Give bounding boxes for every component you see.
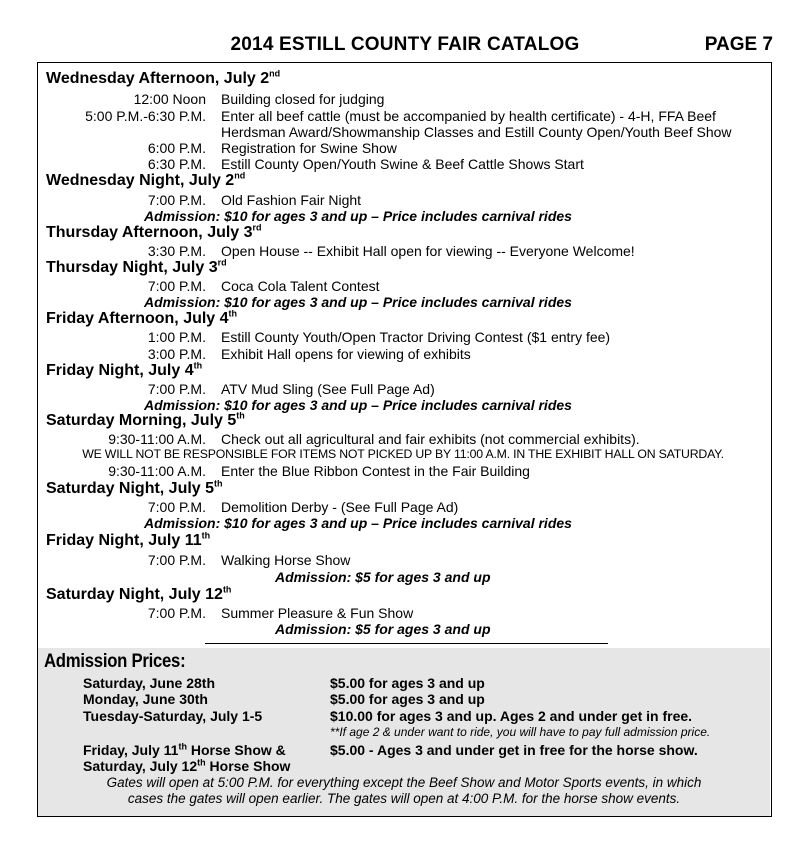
day-heading: Friday Night, July 4th <box>46 360 203 379</box>
gates-note-line-2: cases the gates will open earlier. The gates will open at 4:00 P.M. for the horse show events. <box>127 791 681 806</box>
schedule-box <box>37 62 772 817</box>
event-time: 9:30-11:00 A.M. <box>108 431 206 447</box>
event-time: 3:30 P.M. <box>147 243 206 259</box>
event-time: 7:00 P.M. <box>147 499 206 515</box>
day-heading: Saturday Night, July 5th <box>46 478 223 497</box>
event-description: Summer Pleasure & Fun Show <box>221 605 414 621</box>
event-description: Herdsman Award/Showmanship Classes and Estill County Open/Youth Beef Show <box>221 124 732 140</box>
admission-prices-panel <box>38 648 770 816</box>
event-time: 5:00 P.M.-6:30 P.M. <box>85 108 206 124</box>
event-time: 1:00 P.M. <box>147 329 206 345</box>
day-heading: Thursday Night, July 3rd <box>46 257 227 276</box>
day-heading: Wednesday Night, July 2nd <box>46 170 246 189</box>
price-label: Tuesday-Saturday, July 1-5 <box>83 708 263 724</box>
horse-show-price: $5.00 - Ages 3 and under get in free for the horse show. <box>330 742 698 758</box>
event-description: ATV Mud Sling (See Full Page Ad) <box>221 381 435 397</box>
event-time: 3:00 P.M. <box>147 346 206 362</box>
event-description: Demolition Derby - (See Full Page Ad) <box>221 499 459 515</box>
event-description: Open House -- Exhibit Hall open for viewing -- Everyone Welcome! <box>221 243 635 259</box>
event-time: 7:00 P.M. <box>147 552 206 568</box>
horse-show-label-2: Saturday, July 12th Horse Show <box>83 757 291 774</box>
price-value: $10.00 for ages 3 and up. Ages 2 and under get in free. <box>330 708 693 724</box>
admission-prices-title: Admission Prices: <box>44 651 186 672</box>
page-header <box>0 34 810 60</box>
day-heading: Thursday Afternoon, July 3rd <box>46 222 262 241</box>
price-value: $5.00 for ages 3 and up <box>330 691 485 707</box>
event-description: Building closed for judging <box>221 91 385 107</box>
day-heading: Friday Afternoon, July 4th <box>46 308 238 327</box>
event-description: Old Fashion Fair Night <box>221 192 362 208</box>
admission-note: Admission: $10 for ages 3 and up – Price includes carnival rides <box>144 515 572 531</box>
event-time: 7:00 P.M. <box>147 605 206 621</box>
catalog-title: 2014 ESTILL COUNTY FAIR CATALOG <box>230 34 580 55</box>
event-time: 7:00 P.M. <box>147 381 206 397</box>
event-time: 12:00 Noon <box>133 91 206 107</box>
event-time: 7:00 P.M. <box>147 278 206 294</box>
event-description: Coca Cola Talent Contest <box>221 278 380 294</box>
price-label: Saturday, June 28th <box>83 675 216 691</box>
event-description: Registration for Swine Show <box>221 140 397 156</box>
event-description: Check out all agricultural and fair exhibits (not commercial exhibits). <box>221 431 640 447</box>
price-label: Monday, June 30th <box>83 691 208 707</box>
responsibility-notice: WE WILL NOT BE RESPONSIBLE FOR ITEMS NOT PICKED UP BY 11:00 A.M. IN THE EXHIBIT HALL ON SATURDAY. <box>82 447 724 461</box>
horse-show-label-1: Friday, July 11th Horse Show & <box>83 741 286 758</box>
admission-note: Admission: $5 for ages 3 and up <box>275 569 491 585</box>
event-time: 6:00 P.M. <box>147 140 206 156</box>
event-time: 6:30 P.M. <box>147 156 206 172</box>
page-number: PAGE 7 <box>704 34 773 55</box>
event-description: Walking Horse Show <box>221 552 351 568</box>
day-heading: Saturday Morning, July 5th <box>46 410 245 429</box>
day-heading: Saturday Night, July 12th <box>46 584 232 603</box>
gates-note-line-1: Gates will open at 5:00 P.M. for everything except the Beef Show and Motor Sports events, in which <box>106 775 702 790</box>
event-description: Exhibit Hall opens for viewing of exhibits <box>221 346 471 362</box>
price-note: **If age 2 & under want to ride, you will have to pay full admission price. <box>330 725 711 739</box>
event-time: 9:30-11:00 A.M. <box>108 463 206 479</box>
event-time: 7:00 P.M. <box>147 192 206 208</box>
event-description: Estill County Open/Youth Swine & Beef Cattle Shows Start <box>221 156 584 172</box>
admission-note: Admission: $10 for ages 3 and up – Price includes carnival rides <box>144 397 572 413</box>
event-description: Estill County Youth/Open Tractor Driving Contest ($1 entry fee) <box>221 329 611 345</box>
event-description: Enter the Blue Ribbon Contest in the Fair Building <box>221 463 530 479</box>
price-value: $5.00 for ages 3 and up <box>330 675 485 691</box>
day-heading: Friday Night, July 11th <box>46 530 211 549</box>
event-description: Enter all beef cattle (must be accompanied by health certificate) - 4-H, FFA Beef <box>221 108 716 124</box>
divider-line <box>205 643 608 644</box>
admission-note: Admission: $5 for ages 3 and up <box>275 621 491 637</box>
admission-note: Admission: $10 for ages 3 and up – Price includes carnival rides <box>144 208 572 224</box>
admission-note: Admission: $10 for ages 3 and up – Price includes carnival rides <box>144 294 572 310</box>
day-heading: Wednesday Afternoon, July 2nd <box>46 68 281 87</box>
